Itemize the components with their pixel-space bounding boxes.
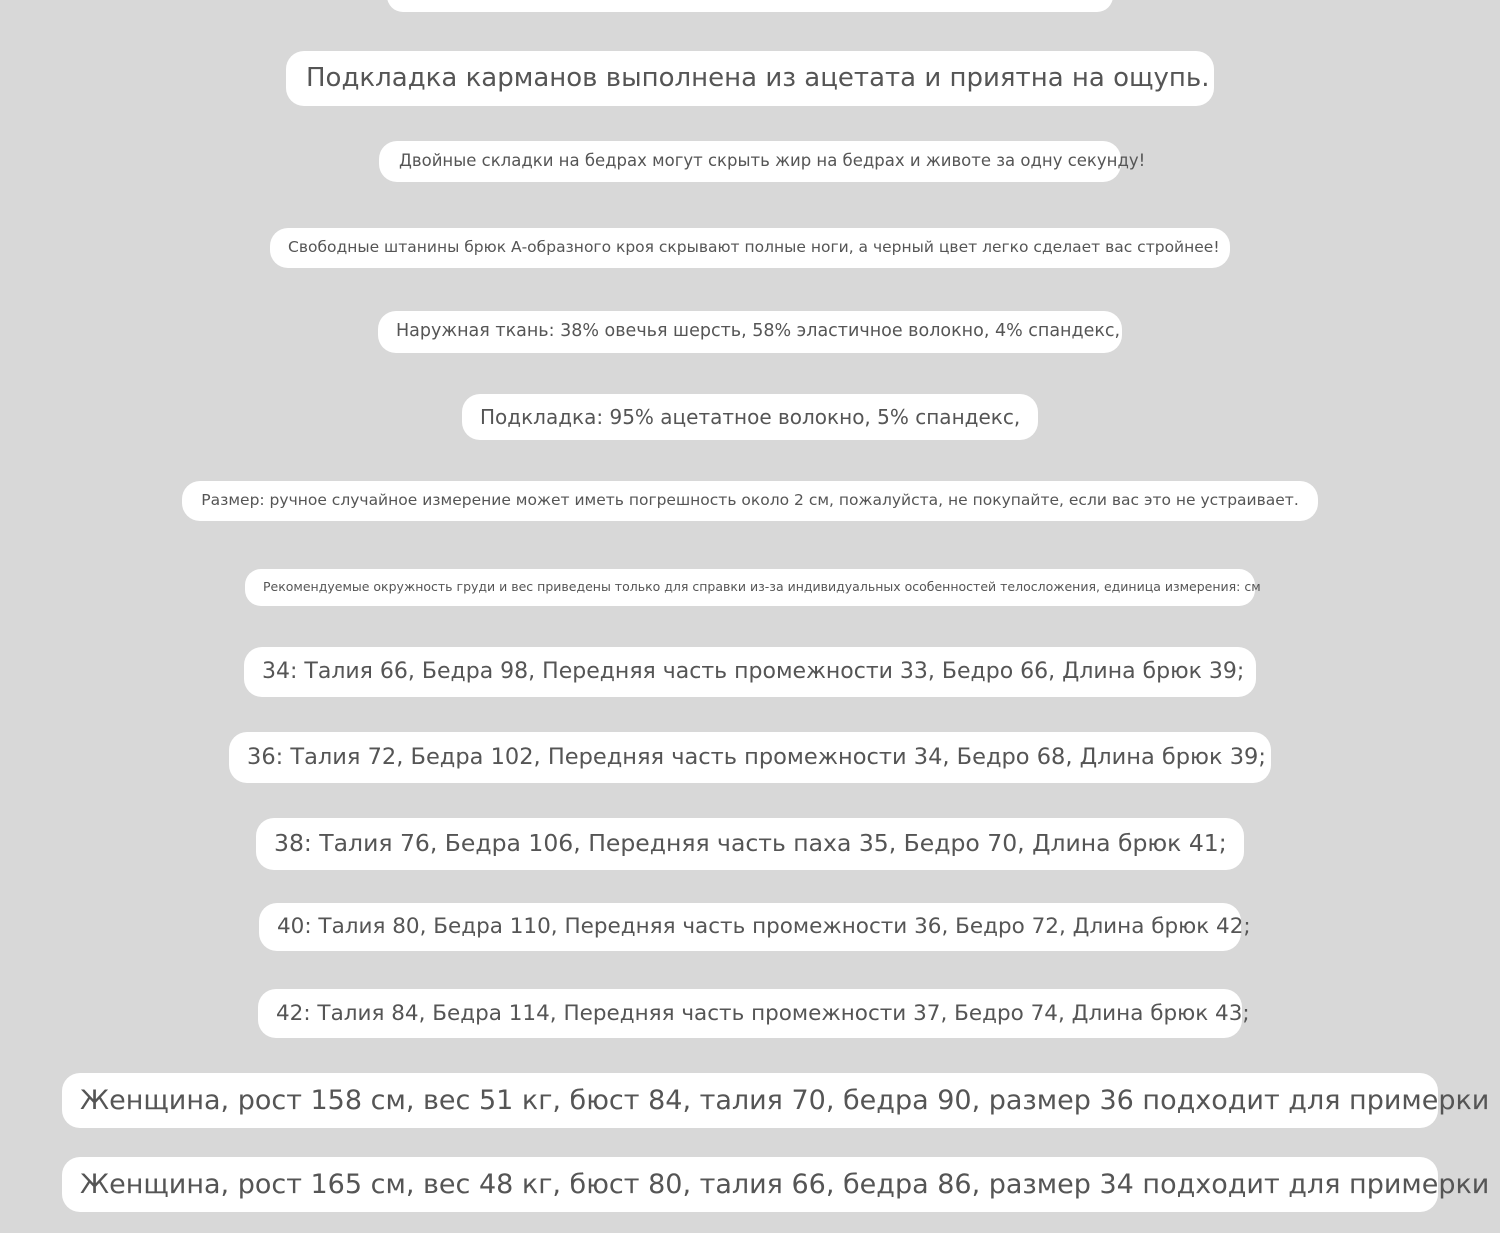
text-pill-size-40: 40: Талия 80, Бедра 110, Передняя часть промежности 36, Бедро 72, Длина брюк 42; — [259, 903, 1241, 951]
text-pill-model-158: Женщина, рост 158 см, вес 51 кг, бюст 84, талия 70, бедра 90, размер 36 подходит для примерки — [62, 1073, 1438, 1128]
text-pill-lining-fabric: Подкладка: 95% ацетатное волокно, 5% спандекс, — [462, 394, 1038, 440]
text-pill-pocket-lining: Подкладка карманов выполнена из ацетата и приятна на ощупь. — [286, 51, 1214, 106]
text-pill-size-note: Размер: ручное случайное измерение может иметь погрешность около 2 см, пожалуйста, не покупайте, если вас это не устраивает. — [182, 481, 1318, 521]
text-pill-size-42: 42: Талия 84, Бедра 114, Передняя часть промежности 37, Бедро 74, Длина брюк 43; — [258, 989, 1242, 1038]
text-pill-model-165: Женщина, рост 165 см, вес 48 кг, бюст 80, талия 66, бедра 86, размер 34 подходит для примерки — [62, 1157, 1438, 1212]
text-pill-size-36: 36: Талия 72, Бедра 102, Передняя часть промежности 34, Бедро 68, Длина брюк 39; — [229, 732, 1271, 783]
cropped-text-pill — [387, 0, 1113, 12]
text-pill-size-34: 34: Талия 66, Бедра 98, Передняя часть промежности 33, Бедро 66, Длина брюк 39; — [244, 647, 1256, 697]
text-pill-reference-note: Рекомендуемые окружность груди и вес приведены только для справки из-за индивидуальных особенностей телосложения, единица измерения: см — [245, 569, 1255, 606]
text-pill-outer-fabric: Наружная ткань: 38% овечья шерсть, 58% эластичное волокно, 4% спандекс, — [378, 311, 1122, 353]
text-pill-a-line-legs: Свободные штанины брюк А-образного кроя скрывают полные ноги, а черный цвет легко сделает вас стройнее! — [270, 228, 1230, 268]
text-pill-size-38: 38: Талия 76, Бедра 106, Передняя часть паха 35, Бедро 70, Длина брюк 41; — [256, 818, 1244, 870]
text-pill-double-pleats: Двойные складки на бедрах могут скрыть жир на бедрах и животе за одну секунду! — [379, 141, 1121, 182]
